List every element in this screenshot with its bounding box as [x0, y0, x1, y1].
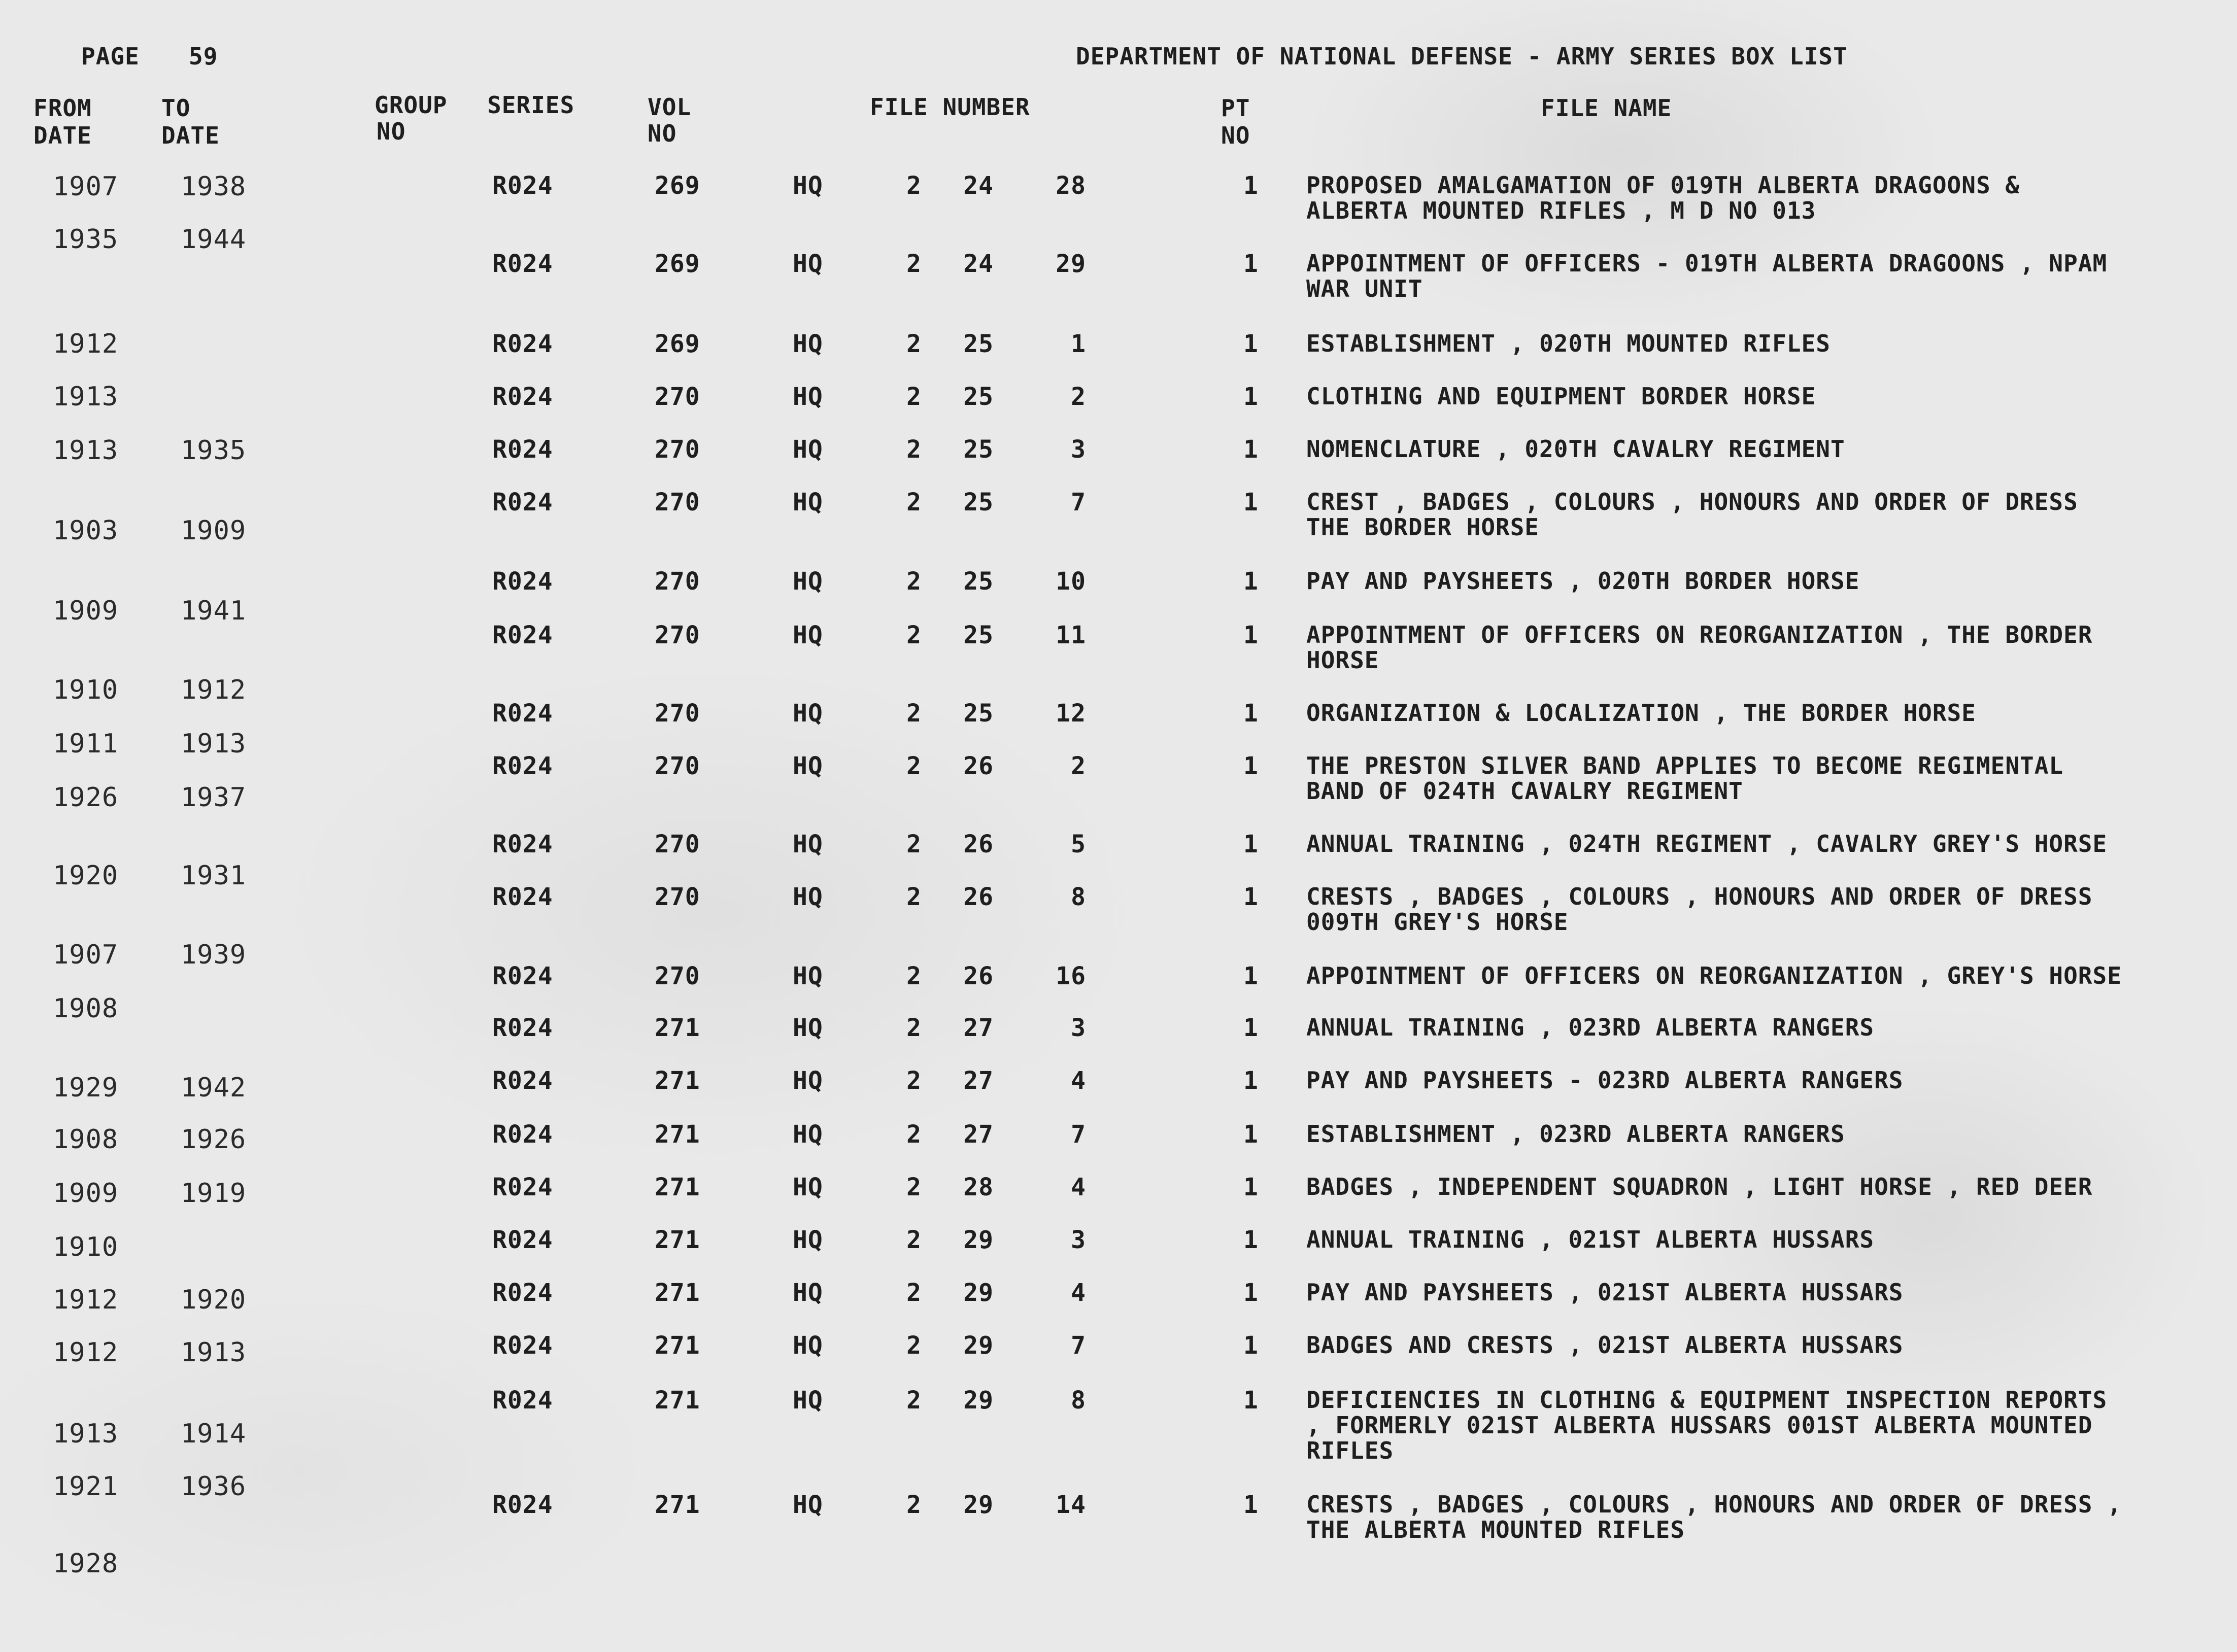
to-date: 1926	[181, 1124, 247, 1155]
file-number-part1: 2	[906, 1386, 922, 1415]
file-number-part3: 7	[1071, 1331, 1086, 1360]
page-label: PAGE	[81, 43, 140, 70]
file-number-part2: 29	[963, 1331, 994, 1360]
col-to-date-line2: DATE	[161, 122, 220, 149]
file-number-part2: 25	[963, 488, 994, 517]
page-number: 59	[189, 43, 218, 70]
col-pt-no-line2: NO	[1221, 122, 1250, 149]
file-number-part1: 2	[906, 1173, 922, 1201]
series-cell: R024	[492, 1386, 553, 1415]
file-number-part1: 2	[906, 567, 922, 596]
vol-cell: 270	[655, 567, 700, 596]
to-date: 1920	[181, 1285, 247, 1315]
series-cell: R024	[492, 883, 553, 911]
document-title: DEPARTMENT OF NATIONAL DEFENSE - ARMY SERIES BOX LIST	[1076, 43, 1848, 70]
file-number-part1: 2	[906, 883, 922, 911]
series-cell: R024	[492, 383, 553, 411]
file-number-part1: 2	[906, 621, 922, 649]
file-name-cell: ESTABLISHMENT , 023RD ALBERTA RANGERS	[1306, 1120, 1845, 1148]
vol-cell: 270	[655, 883, 700, 911]
vol-cell: 271	[655, 1279, 700, 1307]
hq-cell: HQ	[793, 250, 823, 278]
series-cell: R024	[492, 1279, 553, 1307]
file-number-part3: 7	[1071, 1120, 1086, 1149]
to-date: 1937	[181, 782, 247, 813]
file-number-part2: 29	[963, 1226, 994, 1254]
file-name-cell: ANNUAL TRAINING , 024TH REGIMENT , CAVALRY GREY'S HORSE	[1306, 830, 2108, 857]
pt-cell: 1	[1243, 1066, 1259, 1095]
hq-cell: HQ	[793, 1173, 823, 1201]
file-number-part3: 4	[1071, 1066, 1086, 1095]
col-vol-no-line1: VOL	[648, 93, 692, 121]
from-date: 1935	[53, 224, 119, 255]
series-cell: R024	[492, 699, 553, 728]
file-number-part1: 2	[906, 699, 922, 728]
from-date: 1913	[53, 1419, 119, 1449]
to-date: 1936	[181, 1471, 247, 1502]
from-date: 1921	[53, 1471, 119, 1502]
vol-cell: 271	[655, 1014, 700, 1042]
hq-cell: HQ	[793, 1386, 823, 1415]
file-number-part2: 24	[963, 171, 994, 200]
hq-cell: HQ	[793, 962, 823, 990]
file-number-part1: 2	[906, 1014, 922, 1042]
pt-cell: 1	[1243, 752, 1259, 780]
pt-cell: 1	[1243, 1491, 1259, 1519]
pt-cell: 1	[1243, 830, 1259, 858]
file-number-part2: 29	[963, 1386, 994, 1415]
col-series: SERIES	[487, 91, 575, 119]
file-name-cell: ESTABLISHMENT , 020TH MOUNTED RIFLES	[1306, 330, 1831, 357]
col-group-no-line1: GROUP	[375, 91, 448, 119]
file-number-part2: 29	[963, 1491, 994, 1519]
vol-cell: 271	[655, 1066, 700, 1095]
file-name-cell: CLOTHING AND EQUIPMENT BORDER HORSE	[1306, 383, 1816, 410]
series-cell: R024	[492, 330, 553, 358]
file-number-part2: 25	[963, 621, 994, 649]
to-date: 1931	[181, 861, 247, 891]
col-from-date-line1: FROM	[33, 94, 92, 122]
from-date: 1908	[53, 993, 119, 1024]
from-date: 1910	[53, 675, 119, 705]
pt-cell: 1	[1243, 330, 1259, 358]
vol-cell: 271	[655, 1226, 700, 1254]
series-cell: R024	[492, 1491, 553, 1519]
vol-cell: 270	[655, 488, 700, 517]
file-number-part1: 2	[906, 752, 922, 780]
pt-cell: 1	[1243, 1120, 1259, 1149]
file-number-part2: 26	[963, 830, 994, 858]
file-number-part1: 2	[906, 1279, 922, 1307]
series-cell: R024	[492, 1331, 553, 1360]
col-from-date-line2: DATE	[33, 122, 92, 149]
pt-cell: 1	[1243, 621, 1259, 649]
hq-cell: HQ	[793, 752, 823, 780]
from-date: 1909	[53, 1178, 119, 1209]
file-name-cell: ORGANIZATION & LOCALIZATION , THE BORDER HORSE	[1306, 699, 1976, 727]
pt-cell: 1	[1243, 962, 1259, 990]
hq-cell: HQ	[793, 621, 823, 649]
hq-cell: HQ	[793, 1491, 823, 1519]
pt-cell: 1	[1243, 1331, 1259, 1360]
file-name-cell: BADGES AND CRESTS , 021ST ALBERTA HUSSARS	[1306, 1331, 1904, 1359]
file-number-part3: 14	[1056, 1491, 1086, 1519]
file-name-cell: PAY AND PAYSHEETS , 020TH BORDER HORSE	[1306, 567, 1860, 595]
vol-cell: 271	[655, 1173, 700, 1201]
pt-cell: 1	[1243, 1226, 1259, 1254]
from-date: 1928	[53, 1548, 119, 1579]
file-number-part2: 26	[963, 962, 994, 990]
series-cell: R024	[492, 567, 553, 596]
col-file-number: FILE NUMBER	[870, 93, 1030, 121]
from-date: 1913	[53, 382, 119, 412]
file-number-part1: 2	[906, 1491, 922, 1519]
from-date: 1912	[53, 1285, 119, 1315]
file-number-part2: 25	[963, 699, 994, 728]
hq-cell: HQ	[793, 1279, 823, 1307]
file-number-part2: 24	[963, 250, 994, 278]
file-name-cell: PAY AND PAYSHEETS - 023RD ALBERTA RANGERS	[1306, 1066, 1904, 1094]
file-number-part2: 27	[963, 1014, 994, 1042]
to-date: 1913	[181, 729, 247, 759]
col-vol-no-line2: NO	[648, 120, 677, 147]
file-name-cell: CRESTS , BADGES , COLOURS , HONOURS AND ORDER OF DRESS , THE ALBERTA MOUNTED RIFLES	[1306, 1491, 2122, 1543]
file-name-cell: APPOINTMENT OF OFFICERS ON REORGANIZATION , THE BORDER HORSE	[1306, 621, 2093, 674]
file-name-cell: PAY AND PAYSHEETS , 021ST ALBERTA HUSSARS	[1306, 1279, 1904, 1306]
series-cell: R024	[492, 962, 553, 990]
series-cell: R024	[492, 621, 553, 649]
file-number-part2: 26	[963, 752, 994, 780]
file-number-part3: 10	[1056, 567, 1086, 596]
file-name-cell: ANNUAL TRAINING , 023RD ALBERTA RANGERS	[1306, 1014, 1875, 1041]
to-date: 1913	[181, 1337, 247, 1368]
pt-cell: 1	[1243, 383, 1259, 411]
to-date: 1912	[181, 675, 247, 705]
pt-cell: 1	[1243, 699, 1259, 728]
file-number-part2: 28	[963, 1173, 994, 1201]
hq-cell: HQ	[793, 330, 823, 358]
vol-cell: 271	[655, 1120, 700, 1149]
pt-cell: 1	[1243, 435, 1259, 464]
series-cell: R024	[492, 488, 553, 517]
file-number-part1: 2	[906, 435, 922, 464]
file-number-part3: 1	[1071, 330, 1086, 358]
col-pt-no-line1: PT	[1221, 94, 1250, 122]
file-number-part1: 2	[906, 488, 922, 517]
series-cell: R024	[492, 1066, 553, 1095]
from-date: 1908	[53, 1124, 119, 1155]
file-number-part2: 25	[963, 330, 994, 358]
to-date: 1939	[181, 940, 247, 970]
file-number-part2: 25	[963, 435, 994, 464]
file-number-part3: 28	[1056, 171, 1086, 200]
from-date: 1903	[53, 515, 119, 546]
from-date: 1910	[53, 1232, 119, 1262]
file-number-part1: 2	[906, 1066, 922, 1095]
to-date: 1942	[181, 1073, 247, 1103]
file-number-part3: 11	[1056, 621, 1086, 649]
vol-cell: 270	[655, 699, 700, 728]
col-file-name: FILE NAME	[1541, 94, 1672, 122]
from-date: 1907	[53, 940, 119, 970]
hq-cell: HQ	[793, 830, 823, 858]
pt-cell: 1	[1243, 488, 1259, 517]
pt-cell: 1	[1243, 171, 1259, 200]
file-name-cell: CRESTS , BADGES , COLOURS , HONOURS AND ORDER OF DRESS 009TH GREY'S HORSE	[1306, 883, 2093, 936]
file-name-cell: CREST , BADGES , COLOURS , HONOURS AND ORDER OF DRESS THE BORDER HORSE	[1306, 488, 2078, 541]
from-date: 1926	[53, 782, 119, 813]
to-date: 1914	[181, 1419, 247, 1449]
file-number-part1: 2	[906, 1120, 922, 1149]
file-name-cell: DEFICIENCIES IN CLOTHING & EQUIPMENT INSPECTION REPORTS , FORMERLY 021ST ALBERTA HUSSARS 001ST ALBERTA MOUNTED RIFLES	[1306, 1386, 2108, 1464]
to-date: 1944	[181, 224, 247, 255]
file-number-part3: 3	[1071, 1014, 1086, 1042]
file-number-part3: 2	[1071, 752, 1086, 780]
file-number-part3: 7	[1071, 488, 1086, 517]
hq-cell: HQ	[793, 1066, 823, 1095]
file-number-part2: 26	[963, 883, 994, 911]
series-cell: R024	[492, 250, 553, 278]
to-date: 1938	[181, 171, 247, 202]
file-number-part2: 27	[963, 1120, 994, 1149]
file-name-cell: APPOINTMENT OF OFFICERS ON REORGANIZATION , GREY'S HORSE	[1306, 962, 2122, 989]
pt-cell: 1	[1243, 250, 1259, 278]
from-date: 1920	[53, 861, 119, 891]
pt-cell: 1	[1243, 1279, 1259, 1307]
pt-cell: 1	[1243, 883, 1259, 911]
hq-cell: HQ	[793, 488, 823, 517]
to-date: 1909	[181, 515, 247, 546]
hq-cell: HQ	[793, 1226, 823, 1254]
col-group-no-line2: NO	[377, 118, 406, 145]
from-date: 1929	[53, 1073, 119, 1103]
file-number-part3: 3	[1071, 1226, 1086, 1254]
series-cell: R024	[492, 435, 553, 464]
hq-cell: HQ	[793, 171, 823, 200]
file-number-part1: 2	[906, 383, 922, 411]
hq-cell: HQ	[793, 883, 823, 911]
file-number-part3: 2	[1071, 383, 1086, 411]
hq-cell: HQ	[793, 1331, 823, 1360]
file-name-cell: THE PRESTON SILVER BAND APPLIES TO BECOME REGIMENTAL BAND OF 024TH CAVALRY REGIMENT	[1306, 752, 2064, 805]
file-number-part3: 4	[1071, 1279, 1086, 1307]
hq-cell: HQ	[793, 435, 823, 464]
vol-cell: 270	[655, 830, 700, 858]
file-number-part1: 2	[906, 962, 922, 990]
vol-cell: 269	[655, 250, 700, 278]
series-cell: R024	[492, 1173, 553, 1201]
col-to-date-line1: TO	[161, 94, 191, 122]
file-number-part3: 29	[1056, 250, 1086, 278]
file-number-part3: 12	[1056, 699, 1086, 728]
series-cell: R024	[492, 1120, 553, 1149]
to-date: 1919	[181, 1178, 247, 1209]
pt-cell: 1	[1243, 1014, 1259, 1042]
vol-cell: 271	[655, 1331, 700, 1360]
file-number-part1: 2	[906, 1226, 922, 1254]
file-number-part3: 4	[1071, 1173, 1086, 1201]
file-number-part1: 2	[906, 250, 922, 278]
file-name-cell: APPOINTMENT OF OFFICERS - 019TH ALBERTA DRAGOONS , NPAM WAR UNIT	[1306, 250, 2108, 302]
hq-cell: HQ	[793, 1014, 823, 1042]
series-cell: R024	[492, 1014, 553, 1042]
file-number-part2: 25	[963, 383, 994, 411]
vol-cell: 269	[655, 330, 700, 358]
file-number-part1: 2	[906, 171, 922, 200]
file-number-part2: 27	[963, 1066, 994, 1095]
file-number-part2: 25	[963, 567, 994, 596]
from-date: 1912	[53, 1337, 119, 1368]
hq-cell: HQ	[793, 567, 823, 596]
file-name-cell: ANNUAL TRAINING , 021ST ALBERTA HUSSARS	[1306, 1226, 1875, 1253]
from-date: 1911	[53, 729, 119, 759]
from-date: 1912	[53, 329, 119, 359]
file-name-cell: NOMENCLATURE , 020TH CAVALRY REGIMENT	[1306, 435, 1845, 463]
vol-cell: 269	[655, 171, 700, 200]
series-cell: R024	[492, 752, 553, 780]
hq-cell: HQ	[793, 1120, 823, 1149]
series-cell: R024	[492, 171, 553, 200]
from-date: 1913	[53, 435, 119, 466]
file-number-part3: 16	[1056, 962, 1086, 990]
vol-cell: 270	[655, 962, 700, 990]
file-name-cell: PROPOSED AMALGAMATION OF 019TH ALBERTA DRAGOONS & ALBERTA MOUNTED RIFLES , M D NO 013	[1306, 171, 2020, 224]
file-number-part1: 2	[906, 330, 922, 358]
pt-cell: 1	[1243, 1386, 1259, 1415]
file-number-part3: 5	[1071, 830, 1086, 858]
hq-cell: HQ	[793, 383, 823, 411]
vol-cell: 270	[655, 435, 700, 464]
file-number-part1: 2	[906, 1331, 922, 1360]
to-date: 1941	[181, 596, 247, 626]
series-cell: R024	[492, 830, 553, 858]
file-name-cell: BADGES , INDEPENDENT SQUADRON , LIGHT HORSE , RED DEER	[1306, 1173, 2093, 1200]
vol-cell: 270	[655, 752, 700, 780]
vol-cell: 271	[655, 1386, 700, 1415]
series-cell: R024	[492, 1226, 553, 1254]
file-number-part1: 2	[906, 830, 922, 858]
from-date: 1907	[53, 171, 119, 202]
file-number-part2: 29	[963, 1279, 994, 1307]
vol-cell: 270	[655, 383, 700, 411]
vol-cell: 271	[655, 1491, 700, 1519]
from-date: 1909	[53, 596, 119, 626]
to-date: 1935	[181, 435, 247, 466]
pt-cell: 1	[1243, 1173, 1259, 1201]
hq-cell: HQ	[793, 699, 823, 728]
pt-cell: 1	[1243, 567, 1259, 596]
vol-cell: 270	[655, 621, 700, 649]
file-number-part3: 3	[1071, 435, 1086, 464]
file-number-part3: 8	[1071, 1386, 1086, 1415]
file-number-part3: 8	[1071, 883, 1086, 911]
